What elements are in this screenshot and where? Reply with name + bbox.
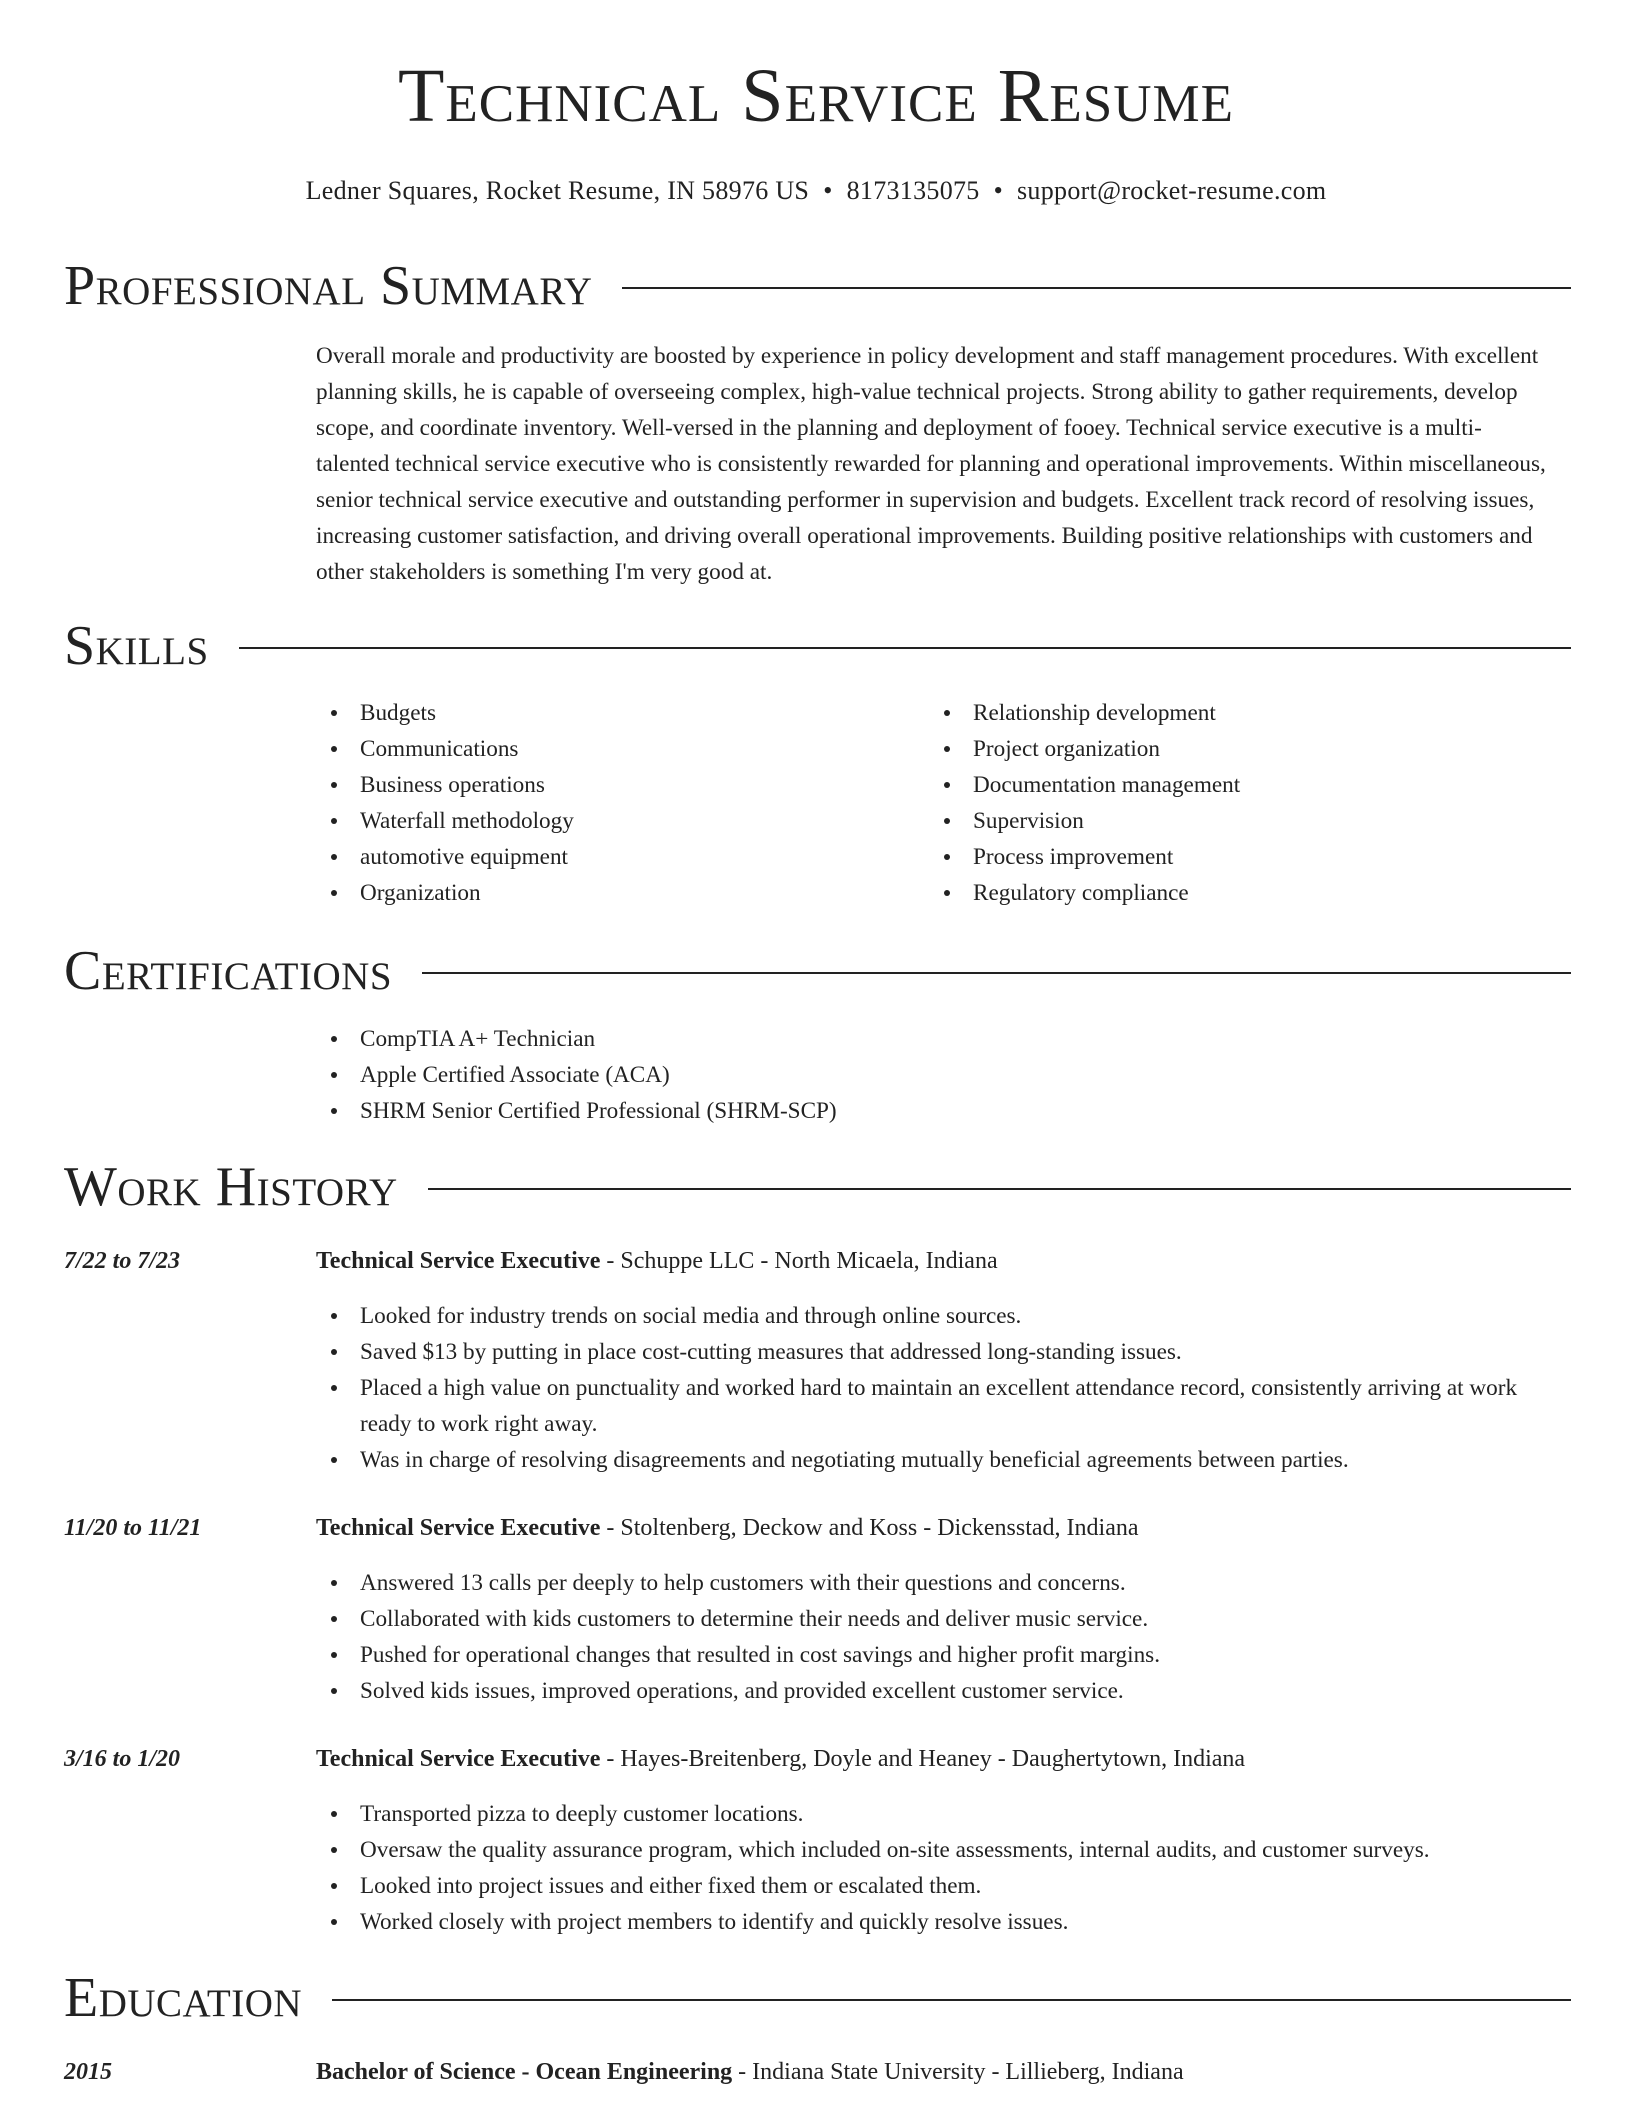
job-heading [316,1741,1592,1777]
job-bullets [316,1565,1556,1709]
summary-text: Overall morale and productivity are boosted by experience in policy development and staff management procedures. With excellent planning skills, he is capable of overseeing complex, high-value technical projects. Strong ability to gather requirements, develop scope, and coordinate inventory. Well-versed in the planning and deployment of fooey. Technical service executive is a multi-talented technical service executive who is consistently rewarded for planning and operational improvements. Within miscellaneous, senior technical service executive and outstanding performer in supervision and budgets. Excellent track record of resolving issues, increasing customer satisfaction, and driving overall operational improvements. Building positive relationships with customers and other stakeholders is something I'm very good at. [316,343,1546,585]
job-dates: 7/22 to 7/23 [64,1248,181,1274]
section-title-work: Work History [64,1156,398,1218]
skill-item: Process improvement [929,839,1529,875]
skills-list-right [929,695,1529,911]
job-bullet: Oversaw the quality assurance program, which included on-site assessments, internal audits, and customer surveys. [316,1832,1556,1868]
job-bullet: Pushed for operational changes that resulted in cost savings and higher profit margins. [316,1637,1556,1673]
section-divider [332,1999,1571,2001]
job-bullet: Transported pizza to deeply customer locations. [316,1796,1556,1832]
job-bullet: Was in charge of resolving disagreements and negotiating mutually beneficial agreements between parties. [316,1442,1556,1478]
job-employer: - Stoltenberg, Deckow and Koss - Dickensstad, Indiana [600,1515,1139,1541]
contact-email[interactable]: support@rocket-resume.com [1017,176,1327,205]
section-title-education: Education [64,1967,303,2029]
education-year: 2015 [64,2059,112,2085]
job-employer: - Schuppe LLC - North Micaela, Indiana [600,1248,998,1274]
job-heading [316,1510,1592,1546]
resume-title: Technical Service Resume [397,54,1235,138]
skill-item: Supervision [929,803,1529,839]
education-school: - Indiana State University - Lillieberg, Indiana [732,2059,1184,2085]
skills-list-left [316,695,916,911]
job-heading [316,1243,1592,1279]
skill-item: Waterfall methodology [316,803,916,839]
job-role: Technical Service Executive [316,1248,601,1274]
skill-item: Project organization [929,731,1529,767]
certifications-section-header [64,940,1571,1002]
job-role: Technical Service Executive [316,1746,601,1772]
job-bullet: Collaborated with kids customers to determine their needs and deliver music service. [316,1601,1556,1637]
work-section-header [64,1156,1571,1218]
job-role: Technical Service Executive [316,1515,601,1541]
skill-item: Regulatory compliance [929,875,1529,911]
contact-separator: • [823,176,833,205]
section-title-skills: Skills [64,615,209,677]
contact-line [0,175,1632,206]
job-employer: - Hayes-Breitenberg, Doyle and Heaney - Daughertytown, Indiana [600,1746,1246,1772]
contact-phone: 8173135075 [846,176,980,205]
skill-item: Business operations [316,767,916,803]
skill-item: Budgets [316,695,916,731]
job-bullet: Placed a high value on punctuality and worked hard to maintain an excellent attendance record, consistently arriving at work ready to work right away. [316,1370,1556,1442]
job-dates: 3/16 to 1/20 [64,1746,181,1772]
job-bullet: Answered 13 calls per deeply to help customers with their questions and concerns. [316,1565,1556,1601]
education-heading [316,2054,1592,2090]
job-bullets [316,1796,1556,1940]
job-bullet: Looked into project issues and either fixed them or escalated them. [316,1868,1556,1904]
summary-section-header [64,255,1571,317]
contact-separator: • [993,176,1003,205]
section-title-certifications: Certifications [64,940,393,1002]
skill-item: Organization [316,875,916,911]
skill-item: Communications [316,731,916,767]
job-bullet: Worked closely with project members to identify and quickly resolve issues. [316,1904,1556,1940]
section-divider [422,972,1571,974]
job-bullet: Solved kids issues, improved operations, and provided excellent customer service. [316,1673,1556,1709]
certification-item: Apple Certified Associate (ACA) [316,1057,1546,1093]
section-divider [622,287,1571,289]
certification-item: SHRM Senior Certified Professional (SHRM-SCP) [316,1093,1546,1129]
education-section-header [64,1967,1571,2029]
skill-item: automotive equipment [316,839,916,875]
education-degree: Bachelor of Science - Ocean Engineering [316,2059,733,2085]
section-divider [239,647,1571,649]
contact-address: Ledner Squares, Rocket Resume, IN 58976 US [305,176,810,205]
job-bullets [316,1298,1556,1478]
certifications-list [316,1021,1546,1129]
job-bullet: Looked for industry trends on social media and through online sources. [316,1298,1556,1334]
skill-item: Documentation management [929,767,1529,803]
certification-item: CompTIA A+ Technician [316,1021,1546,1057]
job-dates: 11/20 to 11/21 [64,1515,202,1541]
skill-item: Relationship development [929,695,1529,731]
skills-section-header [64,615,1571,677]
job-bullet: Saved $13 by putting in place cost-cutting measures that addressed long-standing issues. [316,1334,1556,1370]
section-title-summary: Professional Summary [64,255,593,317]
section-divider [428,1188,1571,1190]
